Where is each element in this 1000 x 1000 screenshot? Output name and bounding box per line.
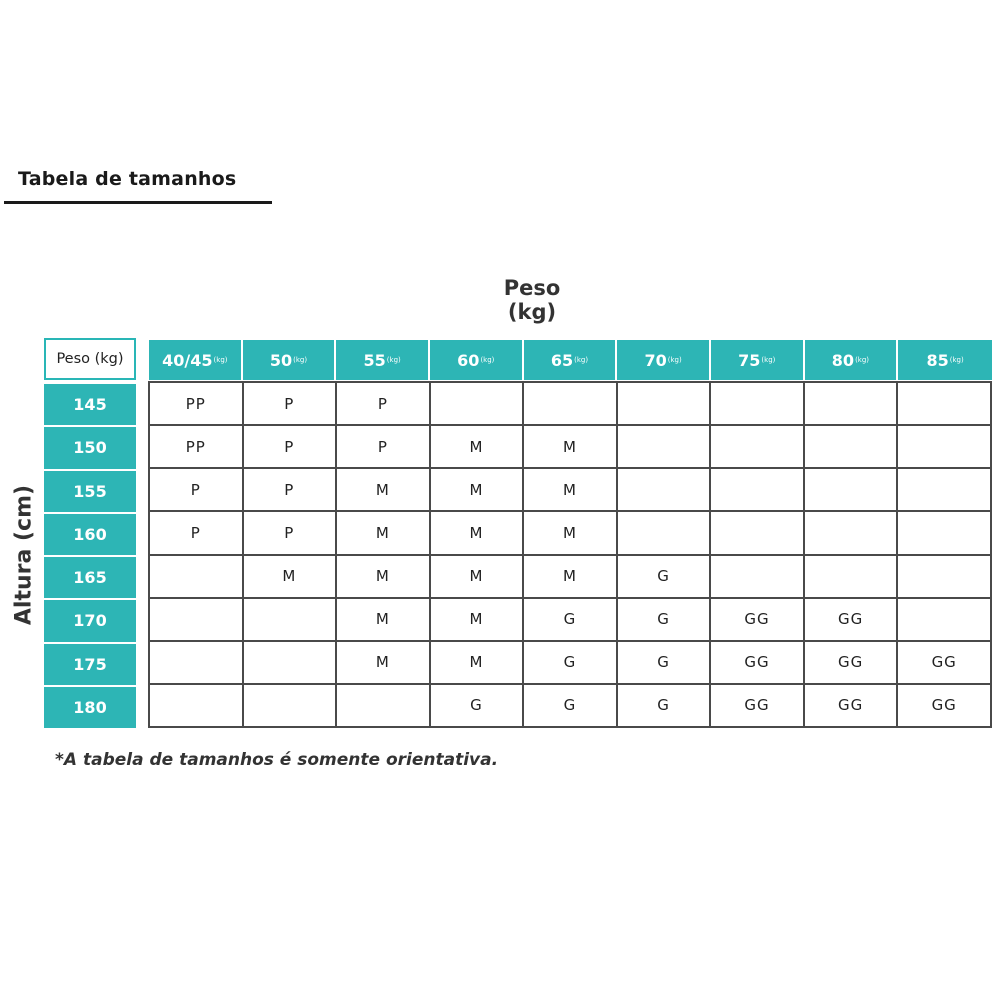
weight-column-header: [336, 340, 430, 380]
size-cell: GG: [897, 684, 991, 727]
page-title: Tabela de tamanhos: [18, 168, 237, 190]
height-row-header: 165: [44, 557, 136, 600]
size-cell: P: [149, 511, 243, 554]
size-cell: GG: [710, 598, 804, 641]
weight-column-header: [524, 340, 618, 380]
weight-unit-label: (kg): [761, 356, 776, 364]
weight-column-value: 85: [926, 350, 949, 370]
size-cell: [804, 468, 898, 511]
weight-column-value: 75: [738, 350, 761, 370]
title-underline: [4, 201, 272, 204]
size-cell: M: [430, 641, 524, 684]
weight-column-value: 40/45: [162, 350, 213, 370]
size-cell: M: [523, 425, 617, 468]
table-row: [149, 382, 991, 425]
size-cell: [243, 641, 337, 684]
size-cell: [149, 641, 243, 684]
size-table: [148, 381, 992, 728]
size-cell: M: [430, 555, 524, 598]
weight-column-headers: [149, 340, 992, 380]
weight-unit-label: (kg): [293, 356, 308, 364]
size-cell: M: [523, 555, 617, 598]
height-row-header: 145: [44, 384, 136, 427]
size-cell: M: [430, 425, 524, 468]
weight-column-value: 60: [457, 350, 480, 370]
size-cell: G: [430, 684, 524, 727]
size-cell: M: [336, 511, 430, 554]
size-cell: [149, 555, 243, 598]
size-cell: G: [617, 641, 711, 684]
size-cell: [897, 468, 991, 511]
size-cell: [523, 382, 617, 425]
size-cell: P: [243, 425, 337, 468]
corner-header-cell: Peso (kg): [44, 338, 136, 380]
weight-column-value: 80: [831, 350, 855, 370]
weight-unit-label: (kg): [855, 356, 870, 364]
size-cell: M: [523, 511, 617, 554]
height-row-header: 155: [44, 471, 136, 514]
size-cell: M: [430, 468, 524, 511]
weight-unit-label: (kg): [386, 356, 401, 364]
table-row: [149, 555, 991, 598]
size-cell: GG: [804, 641, 898, 684]
size-cell: [897, 555, 991, 598]
weight-column-header: [711, 340, 805, 380]
size-cell: G: [523, 684, 617, 727]
size-cell: [897, 598, 991, 641]
size-cell: M: [336, 598, 430, 641]
size-cell: M: [336, 641, 430, 684]
size-cell: G: [523, 598, 617, 641]
size-cell: [804, 555, 898, 598]
weight-column-value: 70: [644, 350, 667, 370]
size-cell: M: [430, 598, 524, 641]
size-cell: [710, 555, 804, 598]
size-cell: [149, 598, 243, 641]
size-cell: PP: [149, 382, 243, 425]
weight-column-value: 65: [550, 350, 574, 370]
size-cell: [897, 382, 991, 425]
size-cell: P: [149, 468, 243, 511]
size-cell: G: [617, 684, 711, 727]
size-cell: P: [336, 382, 430, 425]
table-row: [149, 684, 991, 727]
weight-column-value: 50: [269, 350, 293, 370]
size-cell: [149, 684, 243, 727]
size-cell: [336, 684, 430, 727]
weight-column-header: [430, 340, 524, 380]
table-row: [149, 641, 991, 684]
size-cell: P: [243, 382, 337, 425]
size-cell: [897, 511, 991, 554]
weight-axis-title-line1: Peso: [503, 276, 561, 300]
size-cell: GG: [897, 641, 991, 684]
weight-column-header: [805, 340, 899, 380]
size-cell: [243, 684, 337, 727]
size-cell: G: [523, 641, 617, 684]
weight-unit-label: (kg): [574, 356, 589, 364]
size-cell: [617, 468, 711, 511]
size-cell: GG: [710, 641, 804, 684]
table-row: [149, 598, 991, 641]
weight-column-header: [243, 340, 337, 380]
weight-unit-label: (kg): [480, 356, 495, 364]
weight-column-value: 55: [363, 350, 386, 370]
height-row-headers: [44, 384, 136, 728]
size-cell: [897, 425, 991, 468]
size-cell: [804, 425, 898, 468]
size-cell: [617, 425, 711, 468]
size-cell: GG: [710, 684, 804, 727]
size-cell: M: [243, 555, 337, 598]
size-cell: [617, 511, 711, 554]
weight-unit-label: (kg): [667, 356, 682, 364]
size-cell: P: [243, 511, 337, 554]
weight-unit-label: (kg): [213, 356, 228, 364]
size-cell: G: [617, 555, 711, 598]
size-cell: PP: [149, 425, 243, 468]
size-cell: GG: [804, 684, 898, 727]
size-cell: [804, 511, 898, 554]
height-axis-title: Altura (cm): [11, 484, 37, 626]
size-cell: M: [523, 468, 617, 511]
height-row-header: 150: [44, 427, 136, 470]
size-cell: G: [617, 598, 711, 641]
height-row-header: 175: [44, 644, 136, 687]
weight-column-header: [898, 340, 992, 380]
size-cell: [710, 468, 804, 511]
weight-axis-title-line2: (kg): [507, 300, 557, 324]
height-row-header: 170: [44, 600, 136, 643]
weight-column-header: [149, 340, 243, 380]
size-cell: M: [336, 468, 430, 511]
size-cell: [243, 598, 337, 641]
weight-column-header: [617, 340, 711, 380]
size-cell: P: [336, 425, 430, 468]
size-cell: GG: [804, 598, 898, 641]
weight-unit-label: (kg): [949, 356, 964, 364]
size-cell: P: [243, 468, 337, 511]
size-cell: [430, 382, 524, 425]
table-row: [149, 425, 991, 468]
weight-axis-title: [432, 276, 632, 324]
size-cell: [710, 425, 804, 468]
footnote: *A tabela de tamanhos é somente orientativa.: [55, 750, 499, 770]
size-cell: [804, 382, 898, 425]
size-cell: M: [336, 555, 430, 598]
size-cell: [710, 382, 804, 425]
size-cell: [710, 511, 804, 554]
height-row-header: 180: [44, 687, 136, 728]
height-row-header: 160: [44, 514, 136, 557]
table-row: [149, 468, 991, 511]
size-cell: M: [430, 511, 524, 554]
table-row: [149, 511, 991, 554]
size-cell: [617, 382, 711, 425]
